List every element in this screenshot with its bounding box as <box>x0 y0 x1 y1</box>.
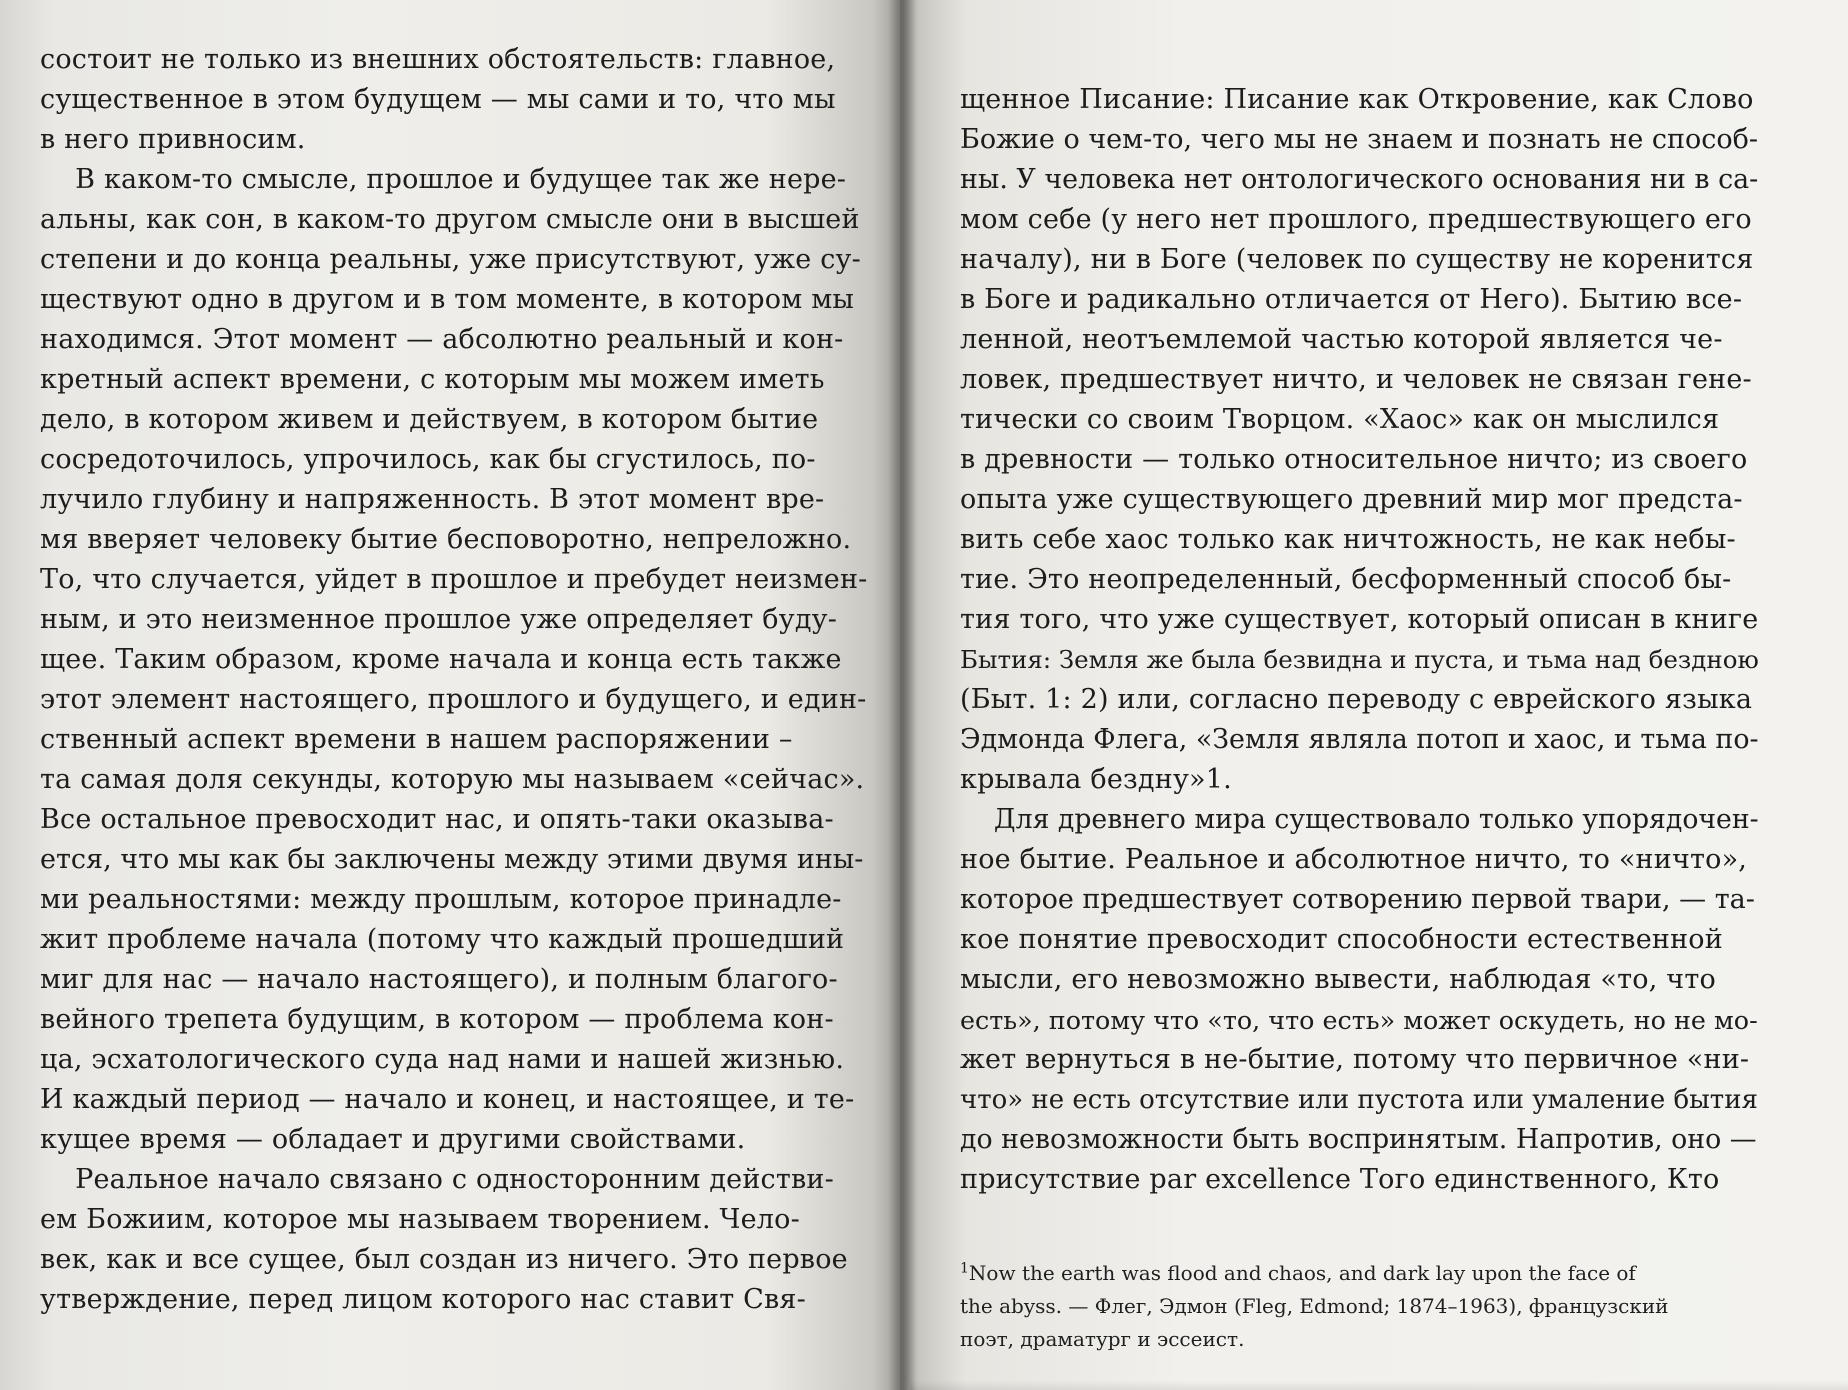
text-line: мя вверяет человеку бытие бесповоротно, непреложно. <box>40 524 852 555</box>
text-line: Божие о чем-то, чего мы не знаем и познать не способ- <box>960 124 1759 155</box>
text-line: век, как и все сущее, был создан из ничего. Это первое <box>40 1244 848 1275</box>
text-line: ца, эсхатологического суда над нами и нашей жизнью. <box>40 1044 845 1075</box>
text-line: опыта уже существующего древний мир мог предста- <box>960 484 1743 515</box>
text-line: (Быт. 1: 2) или, согласно переводу с еврейского языка <box>960 684 1753 715</box>
text-line: утверждение, перед лицом которого нас ставит Свя- <box>40 1284 806 1315</box>
text-line: щее. Таким образом, кроме начала и конца есть также <box>40 644 842 675</box>
text-line: жет вернуться в не-бытие, потому что первичное «ни- <box>960 1044 1750 1075</box>
text-line: Реальное начало связано с односторонним действи- <box>40 1164 834 1195</box>
text-line: существенное в этом будущем — мы сами и то, что мы <box>40 84 836 115</box>
left-page-text <box>40 40 870 1320</box>
footnote-marker: 1 <box>960 1260 969 1277</box>
text-line: тие. Это неопределенный, бесформенный способ бы- <box>960 564 1732 595</box>
text-line: миг для нас — начало настоящего), и полным благого- <box>40 964 838 995</box>
footnote-text: Now the earth was flood and chaos, and dark lay upon the face of <box>968 1261 1636 1285</box>
book-gutter <box>888 0 916 1390</box>
text-line: началу), ни в Боге (человек по существу не коренится <box>960 244 1754 275</box>
text-line: есть», потому что «то, что есть» может оскудеть, но не мо- <box>960 1005 1758 1035</box>
text-line: состоит не только из внешних обстоятельств: главное, <box>40 44 836 75</box>
text-line: сосредоточилось, упрочилось, как бы сгустилось, по- <box>40 444 816 475</box>
text-line: Эдмонда Флега, «Земля являла потоп и хаос, и тьма по- <box>960 724 1759 755</box>
text-line: кущее время — обладает и другими свойствами. <box>40 1124 746 1155</box>
text-line: этот элемент настоящего, прошлого и будущего, и един- <box>40 684 867 715</box>
text-line: Все остальное превосходит нас, и опять-таки оказыва- <box>40 804 834 835</box>
text-line: в древности — только относительное ничто; из своего <box>960 444 1748 475</box>
text-line: ленной, неотъемлемой частью которой является че- <box>960 324 1723 355</box>
footnote-line: the abyss. — Флег, Эдмон (Fleg, Edmond; 1874–1963), французский <box>960 1294 1669 1318</box>
text-line: в него привносим. <box>40 124 306 155</box>
text-line: та самая доля секунды, которую мы называем «сейчас». <box>40 764 865 795</box>
page-edge-shadow <box>910 1380 1848 1390</box>
text-line: ми реальностями: между прошлым, которое принадле- <box>40 884 842 915</box>
right-page-text <box>960 80 1760 1200</box>
text-line: присутствие par excellence Того единственного, Кто <box>960 1164 1720 1195</box>
text-line: тия того, что уже существует, который описан в книге <box>960 604 1759 635</box>
text-line: Для древнего мира существовало только упорядочен- <box>960 804 1759 835</box>
text-line: Бытия: Земля же была безвидна и пуста, и тьма над бездною <box>960 645 1759 674</box>
text-line: в Боге и радикально отличается от Него). Бытию все- <box>960 284 1743 315</box>
footnote-line: поэт, драматург и эссеист. <box>960 1327 1245 1351</box>
text-line: ны. У человека нет онтологического основания ни в са- <box>960 164 1759 195</box>
text-line: степени и до конца реальны, уже присутствуют, уже су- <box>40 244 861 275</box>
text-line: ется, что мы как бы заключены между этими двумя ины- <box>40 844 864 875</box>
text-line: которое предшествует сотворению первой твари, — та- <box>960 884 1755 915</box>
text-line: И каждый период — начало и конец, и настоящее, и те- <box>40 1084 855 1115</box>
text-line: вить себе хаос только как ничтожность, не как небы- <box>960 524 1736 555</box>
text-line: кое понятие превосходит способности естественной <box>960 924 1723 955</box>
text-line: находимся. Этот момент — абсолютно реальный и кон- <box>40 324 844 355</box>
text-line: ным, и это неизменное прошлое уже определяет буду- <box>40 604 838 635</box>
text-line: ществуют одно в другом и в том моменте, в котором мы <box>40 284 855 315</box>
footnote <box>960 1257 1760 1356</box>
text-line: лучило глубину и напряженность. В этот момент вре- <box>40 484 825 515</box>
text-line: до невозможности быть воспринятым. Напротив, оно — <box>960 1124 1757 1155</box>
text-line: дело, в котором живем и действуем, в котором бытие <box>40 404 819 435</box>
text-line: В каком-то смысле, прошлое и будущее так же нере- <box>40 164 847 195</box>
text-line: ловек, предшествует ничто, и человек не связан гене- <box>960 364 1752 395</box>
text-line: кретный аспект времени, с которым мы можем иметь <box>40 364 825 395</box>
text-line: крывала бездну»1. <box>960 764 1232 795</box>
text-line: вейного трепета будущим, в котором — проблема кон- <box>40 1004 834 1035</box>
text-line: То, что случается, уйдет в прошлое и пребудет неизмен- <box>40 564 868 595</box>
text-line: ем Божиим, которое мы называем творением. Чело- <box>40 1204 800 1235</box>
text-line: мом себе (у него нет прошлого, предшествующего его <box>960 204 1752 235</box>
text-line: ственный аспект времени в нашем распоряжении – <box>40 724 793 755</box>
text-line: мысли, его невозможно вывести, наблюдая «то, что <box>960 964 1716 995</box>
text-line: ное бытие. Реальное и абсолютное ничто, то «ничто», <box>960 844 1748 875</box>
text-line: что» не есть отсутствие или пустота или умаление бытия <box>960 1085 1758 1115</box>
text-line: альны, как сон, в каком-то другом смысле они в высшей <box>40 204 860 235</box>
text-line: тически со своим Творцом. «Хаос» как он мыслился <box>960 404 1720 435</box>
text-line: жит проблеме начала (потому что каждый прошедший <box>40 924 845 955</box>
footnote-line <box>960 1257 1760 1290</box>
text-line: щенное Писание: Писание как Откровение, как Слово <box>960 84 1754 115</box>
